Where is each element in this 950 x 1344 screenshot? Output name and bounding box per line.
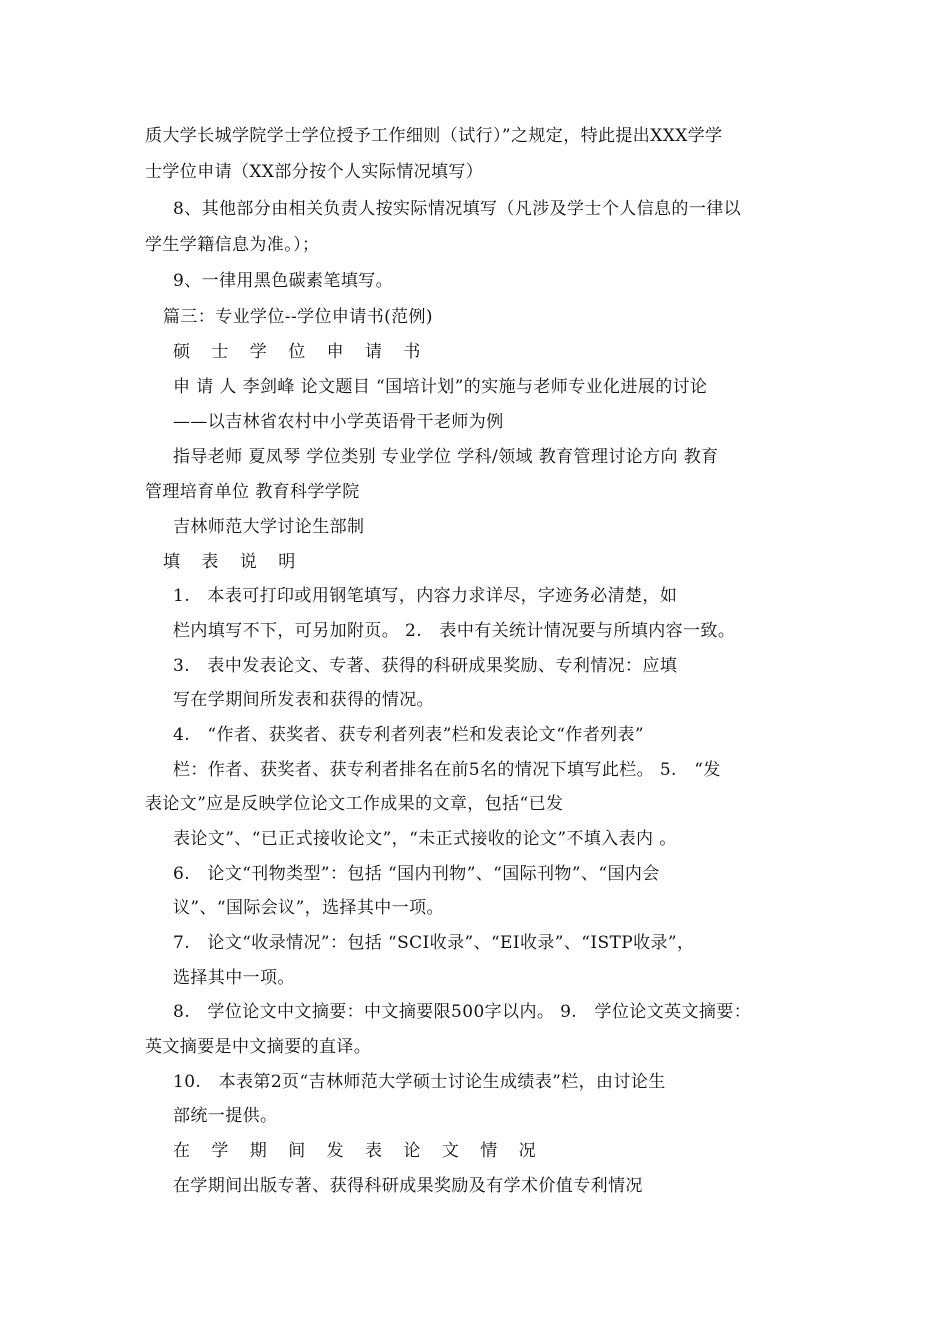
text-line-5: 9、一律用黑色碳素笔填写。 [173,271,394,291]
text-line-13: 填 表 说 明 [163,552,304,572]
text-line-25: 选择其中一项。 [173,968,295,988]
text-line-19: 栏：作者、获奖者、获专利者排名在前5名的情况下填写此栏。 5. “发 [173,760,721,780]
text-line-18: 4. “作者、获奖者、获专利者列表”栏和发表论文“作者列表” [173,725,644,745]
text-line-2: 士学位申请（XX部分按个人实际情况填写） [145,162,484,182]
text-line-28: 10. 本表第2页“吉林师范大学硕士讨论生成绩表”栏，由讨论生 [173,1072,666,1092]
text-line-12: 吉林师范大学讨论生部制 [173,517,365,537]
text-line-3: 8、其他部分由相关负责人按实际情况填写（凡涉及学士个人信息的一律以 [173,199,742,219]
text-line-22: 6. 论文“刊物类型”：包括 “国内刊物”、“国际刊物”、“国内会 [173,864,660,884]
text-line-23: 议”、“国际会议”，选择其中一项。 [173,898,444,918]
text-line-21: 表论文”、“已正式接收论文”，“未正式接收的论文”不填入表内 。 [173,829,677,849]
text-line-7: 硕 士 学 位 申 请 书 [173,342,429,362]
text-line-1: 质大学长城学院学士学位授予工作细则（试行）”之规定，特此提出XXX学学 [145,126,723,146]
text-line-31: 在学期间出版专著、获得科研成果奖励及有学术价值专利情况 [173,1176,643,1196]
text-line-4: 学生学籍信息为准。）； [145,235,320,255]
text-line-11: 管理培育单位 教育科学学院 [145,482,360,502]
text-line-15: 栏内填写不下，可另加附页。 2. 表中有关统计情况要与所填内容一致。 [173,621,736,641]
text-line-27: 英文摘要是中文摘要的直译。 [145,1037,372,1057]
text-line-16: 3. 表中发表论文、专著、获得的科研成果奖励、专利情况：应填 [173,656,678,676]
text-line-29: 部统一提供。 [173,1106,278,1126]
text-line-6: 篇三：专业学位--学位申请书(范例) [163,307,433,327]
text-line-8: 申 请 人 李剑峰 论文题目 “国培计划”的实施与老师专业化进展的讨论 [173,377,708,397]
text-line-9: ——以吉林省农村中小学英语骨干老师为例 [173,412,504,432]
text-line-26: 8. 学位论文中文摘要：中文摘要限500字以内。 9. 学位论文英文摘要： [173,1002,752,1022]
text-line-24: 7. 论文“收录情况”：包括 “SCI收录”、“EI收录”、“ISTP收录”， [173,933,695,953]
text-line-30: 在 学 期 间 发 表 论 文 情 况 [173,1141,544,1161]
text-line-17: 写在学期间所发表和获得的情况。 [173,690,434,710]
text-line-20: 表论文”应是反映学位论文工作成果的文章，包括“已发 [145,794,564,814]
text-line-14: 1. 本表可打印或用钢笔填写，内容力求详尽，字迹务必清楚，如 [173,586,678,606]
text-line-10: 指导老师 夏凤琴 学位类别 专业学位 学科/领域 教育管理讨论方向 教育 [173,447,719,467]
